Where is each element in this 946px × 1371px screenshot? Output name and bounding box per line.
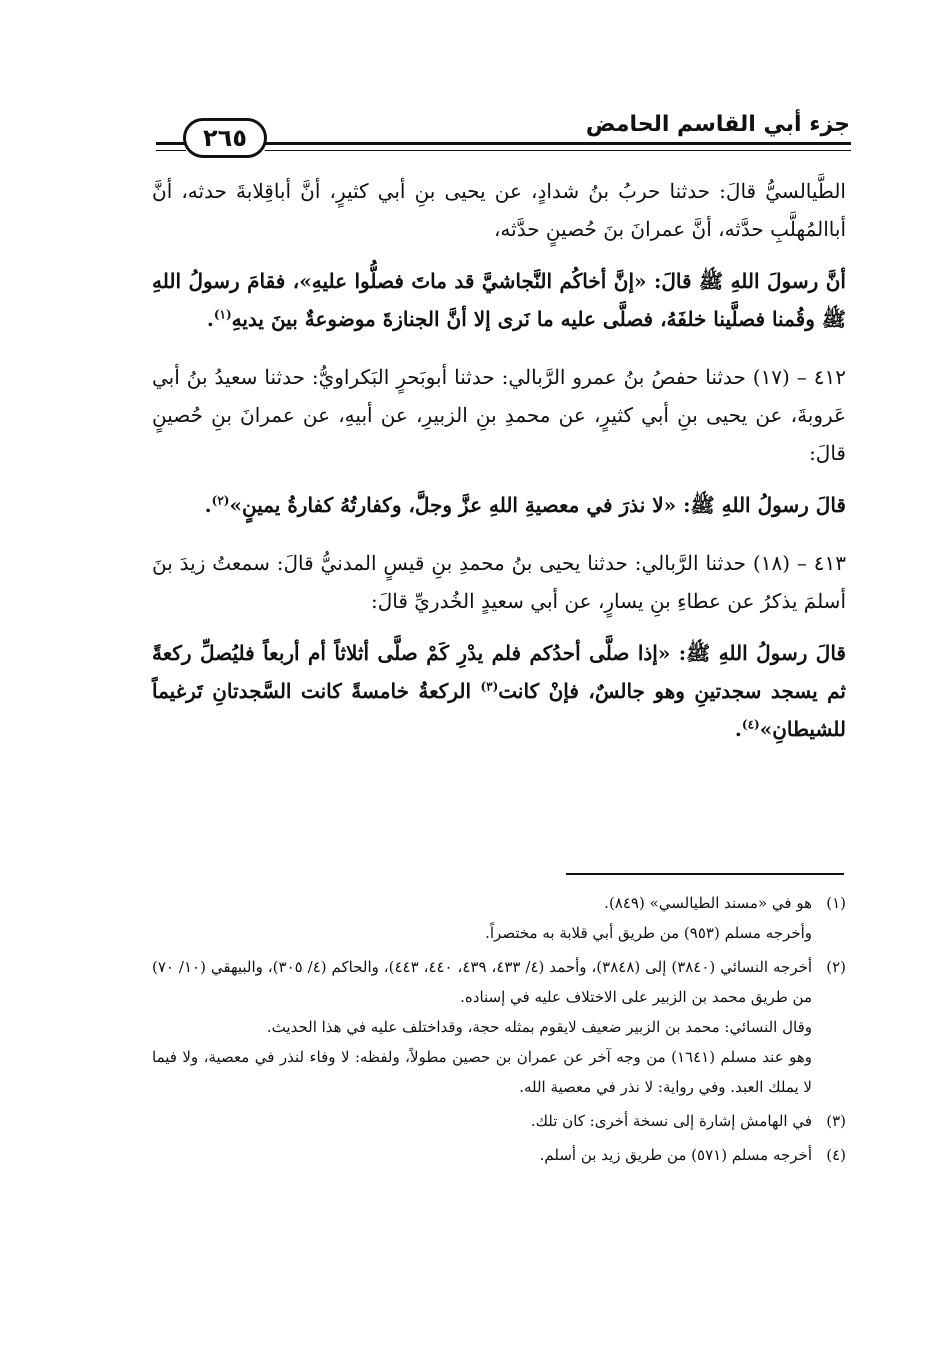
header-rule-right bbox=[265, 142, 851, 151]
footnote-number: (١) bbox=[826, 894, 846, 912]
footnote-1: (١) هو في «مسند الطيالسي» (٨٤٩). وأخرجه مسلم (٩٥٣) من طريق أبي قلابة به مختصراً. bbox=[152, 888, 846, 948]
footnote-divider bbox=[566, 873, 844, 875]
paragraph-hadith-17: قالَ رسولُ اللهِ ﷺ: «لا نذرَ في معصيةِ اللهِ عزَّ وجلَّ، وكفارتُهُ كفارةُ يمينٍ»$^{(٢)}$. bbox=[204, 493, 846, 517]
footnote-number: (٣) bbox=[826, 1112, 846, 1130]
paragraph-hadith-18: قالَ رسولُ اللهِ ﷺ: «إذا صلَّى أحدُكم فلم يدْرِ كَمْ صلَّى أثلاثاً أم أربعاً فليُصلِّ ركعةً ثم يسجد سجدتينِ وهو جالسٌ، فإنْ كانت$^{(٣)}$ الركعةُ خامسةً كانت السَّجدتانِ تَرغيماً للشيطانِ»$^{(٤)}$. bbox=[152, 641, 846, 741]
footnote-4: (٤) أخرجه مسلم (٥٧١) من طريق زيد بن أسلم. bbox=[152, 1140, 846, 1170]
footnote-ref: (٣) bbox=[480, 679, 499, 694]
paragraph-isnad-1: الطَّيالسيُّ قالَ: حدثنا حربُ بنُ شدادٍ، عن يحيى بنِ أبي كثيرٍ، أنَّ أباقِلابةَ حدثه، أنَّ أباالمُهلَّبِ حدَّثه، أنَّ عمرانَ بنَ حُصينٍ حدَّثه، bbox=[152, 179, 846, 241]
header-rule-left bbox=[156, 142, 186, 151]
footnote-2: (٢) أخرجه النسائي (٣٨٤٠) إلى (٣٨٤٨)، وأحمد (٤/ ٤٣٣، ٤٣٩، ٤٤٠، ٤٤٣)، والحاكم (٤/ ٣٠٥)، والبيهقي (١٠/ ٧٠) من طريق محمد بن الزبير على الاختلاف عليه في إسناده. وقال النسائي: محمد بن الزبير ضعيف لايقوم بمثله حجة، وقداختلف عليه في هذا الحديث. وهو عند مسلم (١٦٤١) من وجه آخر عن عمران بن حصين مطولاً، ولفظه: لا وفاء لنذر في معصية، ولا فيما لا يملك العبد. وفي رواية: لا نذر في معصية الله. bbox=[152, 952, 846, 1102]
footnote-number: (٤) bbox=[826, 1146, 846, 1164]
footnote-3: (٣) في الهامش إشارة إلى نسخة أخرى: كان تلك. bbox=[152, 1106, 846, 1136]
paragraph-isnad-412: ٤١٢ – (١٧) حدثنا حفصُ بنُ عمرو الرَّبالي: حدثنا أبوبَحرٍ البَكراويُّ: حدثنا سعيدُ بنُ أبي عَروبةَ، عن يحيى بنِ أبي كثيرٍ، عن محمدِ بنِ الزبيرِ، عن أبيهِ، عن عمرانَ بنِ حُصينٍ قالَ: bbox=[152, 365, 846, 465]
page-number: ٢٦٥ bbox=[183, 118, 267, 158]
main-text bbox=[152, 172, 846, 768]
footnote-ref: (٤) bbox=[741, 717, 760, 732]
paragraph-isnad-413: ٤١٣ – (١٨) حدثنا الرَّبالي: حدثنا يحيى بنُ محمدِ بنِ قيسٍ المدنيُّ قالَ: سمعتُ زيدَ بنَ أسلمَ يذكرُ عن عطاءِ بنِ يسارٍ، عن أبي سعيدٍ الخُدريِّ قالَ: bbox=[152, 551, 846, 613]
running-title: جزء أبي القاسم الحامض bbox=[585, 112, 850, 137]
footnote-number: (٢) bbox=[826, 958, 846, 976]
paragraph-hadith-1: أنَّ رسولَ اللهِ ﷺ قالَ: «إنَّ أخاكُم النَّجاشيَّ قد ماتَ فصلُّوا عليهِ»، فقامَ رسولُ اللهِ ﷺ وقُمنا فصلَّينا خلفَهُ، فصلَّى عليه ما نَرى إلا أنَّ الجنازةَ موضوعةٌ بينَ يديهِ$^{(١)}$. bbox=[152, 269, 846, 331]
footnote-ref: (١) bbox=[213, 307, 232, 322]
footnotes bbox=[152, 888, 846, 1174]
footnote-ref: (٢) bbox=[211, 493, 230, 508]
